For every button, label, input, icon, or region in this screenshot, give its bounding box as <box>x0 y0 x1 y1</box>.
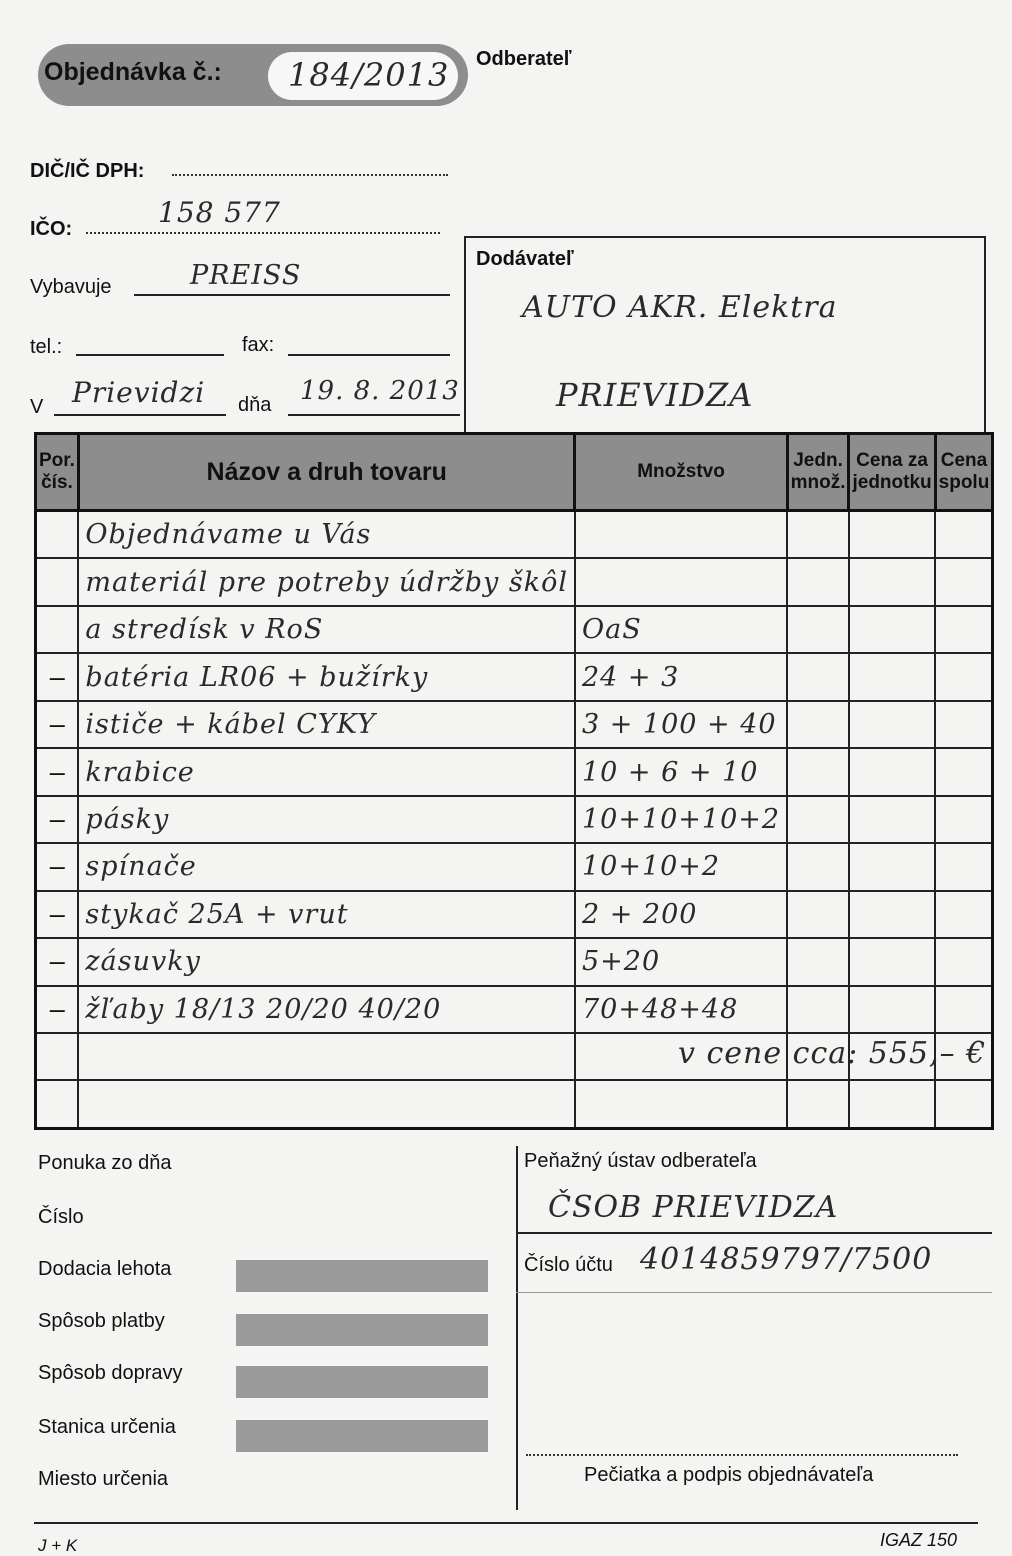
row-number: – <box>36 701 79 748</box>
row-unit <box>787 701 849 748</box>
table-row <box>36 1080 993 1128</box>
delivery-time-field[interactable] <box>236 1260 488 1292</box>
col-name-header: Názov a druh tovaru <box>78 434 575 511</box>
form-code: IGAZ 150 <box>880 1530 958 1550</box>
vybavuje-value: PREISS <box>190 260 302 291</box>
table-row <box>36 986 993 1033</box>
row-total <box>935 653 993 700</box>
bank-underline <box>516 1232 992 1234</box>
row-item-name: zásuvky <box>78 938 575 985</box>
row-unit <box>787 1080 849 1128</box>
transport-method-field[interactable] <box>236 1366 488 1398</box>
row-unit-price <box>849 891 935 938</box>
row-unit <box>787 796 849 843</box>
table-row <box>36 511 993 559</box>
price-note: v cene cca: 555,– € <box>678 1036 987 1071</box>
account-underline <box>516 1292 992 1293</box>
footer-divider <box>516 1146 518 1510</box>
row-unit-price <box>849 606 935 653</box>
date-label: dňa <box>238 394 272 416</box>
table-row <box>36 558 993 605</box>
row-unit <box>787 843 849 890</box>
row-unit <box>787 511 849 559</box>
row-unit-price <box>849 938 935 985</box>
ico-field[interactable] <box>86 232 440 234</box>
row-number <box>36 1080 79 1128</box>
supplier-name: AUTO AKR. Elektra <box>522 290 838 325</box>
row-item-name: batéria LR06 + bužírky <box>78 653 575 700</box>
row-number: – <box>36 796 79 843</box>
col-unit-header: Jedn. množ. <box>787 434 849 511</box>
row-total <box>935 986 993 1033</box>
row-unit-price <box>849 796 935 843</box>
row-unit-price <box>849 843 935 890</box>
col-unit-price-header: Cena za jednotku <box>849 434 935 511</box>
fax-field[interactable] <box>288 354 450 356</box>
transport-method-label: Spôsob dopravy <box>38 1362 183 1384</box>
date-value: 19. 8. 2013 <box>300 376 460 406</box>
row-quantity: 10 + 6 + 10 <box>575 748 787 795</box>
row-number <box>36 606 79 653</box>
left-code: J + K <box>38 1536 78 1555</box>
row-unit <box>787 653 849 700</box>
row-number: – <box>36 938 79 985</box>
row-unit <box>787 606 849 653</box>
bank-label: Peňažný ústav odberateľa <box>524 1150 757 1172</box>
tel-field[interactable] <box>76 354 224 356</box>
table-row <box>36 938 993 985</box>
row-item-name: ističe + kábel CYKY <box>78 701 575 748</box>
col-por-header: Por. čís. <box>36 434 79 511</box>
place-label: V <box>30 396 44 418</box>
delivery-time-label: Dodacia lehota <box>38 1258 172 1280</box>
row-total <box>935 843 993 890</box>
account-value: 4014859797/7500 <box>640 1242 933 1277</box>
row-item-name <box>78 1033 575 1080</box>
table-row <box>36 891 993 938</box>
table-row <box>36 796 993 843</box>
row-quantity: 70+48+48 <box>575 986 787 1033</box>
row-item-name <box>78 1080 575 1128</box>
row-quantity: 5+20 <box>575 938 787 985</box>
row-item-name: krabice <box>78 748 575 795</box>
row-quantity: 24 + 3 <box>575 653 787 700</box>
vybavuje-label: Vybavuje <box>30 276 112 298</box>
row-unit-price <box>849 558 935 605</box>
row-total <box>935 938 993 985</box>
row-quantity: 10+10+2 <box>575 843 787 890</box>
table-row <box>36 701 993 748</box>
tel-label: tel.: <box>30 336 63 358</box>
row-total <box>935 796 993 843</box>
bottom-rule <box>34 1522 978 1524</box>
row-quantity <box>575 1080 787 1128</box>
row-total <box>935 606 993 653</box>
row-number <box>36 511 79 559</box>
row-item-name: spínače <box>78 843 575 890</box>
table-row <box>36 606 993 653</box>
number-label: Číslo <box>38 1206 84 1228</box>
supplier-heading: Dodávateľ <box>476 248 574 270</box>
row-item-name: stykač 25A + vrut <box>78 891 575 938</box>
row-unit-price <box>849 1080 935 1128</box>
table-row <box>36 843 993 890</box>
row-unit-price <box>849 653 935 700</box>
row-number: – <box>36 843 79 890</box>
row-unit <box>787 891 849 938</box>
row-total <box>935 701 993 748</box>
row-unit <box>787 938 849 985</box>
col-qty-header: Množstvo <box>575 434 787 511</box>
row-unit <box>787 558 849 605</box>
date-field[interactable] <box>288 414 460 416</box>
payment-method-label: Spôsob platby <box>38 1310 165 1332</box>
destination-place-label: Miesto určenia <box>38 1468 169 1490</box>
row-number <box>36 1033 79 1080</box>
offer-date-label: Ponuka zo dňa <box>38 1152 172 1174</box>
row-total <box>935 511 993 559</box>
row-unit-price <box>849 986 935 1033</box>
row-unit-price <box>849 701 935 748</box>
place-field[interactable] <box>54 414 226 416</box>
row-number: – <box>36 986 79 1033</box>
account-label: Číslo účtu <box>524 1254 613 1276</box>
row-item-name: Objednávame u Vás <box>78 511 575 559</box>
row-unit-price <box>849 748 935 795</box>
order-number-value: 184/2013 <box>288 56 450 94</box>
table-row <box>36 748 993 795</box>
dic-label: DIČ/IČ DPH: <box>30 160 145 182</box>
vybavuje-field[interactable] <box>134 294 450 296</box>
row-unit <box>787 748 849 795</box>
ico-value: 158 577 <box>158 196 281 229</box>
items-table <box>34 432 994 1130</box>
row-number <box>36 558 79 605</box>
signature-field[interactable] <box>526 1454 958 1456</box>
supplier-city: PRIEVIDZA <box>556 376 754 414</box>
ico-label: IČO: <box>30 218 73 240</box>
bank-value: ČSOB PRIEVIDZA <box>548 1190 839 1225</box>
row-number: – <box>36 748 79 795</box>
row-total <box>935 891 993 938</box>
row-number: – <box>36 891 79 938</box>
row-quantity: OaS <box>575 606 787 653</box>
row-item-name: a stredísk v RoS <box>78 606 575 653</box>
row-total <box>935 748 993 795</box>
fax-label: fax: <box>242 334 275 356</box>
dic-field[interactable] <box>172 174 448 176</box>
row-quantity: 3 + 100 + 40 <box>575 701 787 748</box>
row-quantity: 10+10+10+2 <box>575 796 787 843</box>
row-quantity <box>575 511 787 559</box>
row-unit <box>787 986 849 1033</box>
row-total <box>935 558 993 605</box>
row-item-name: pásky <box>78 796 575 843</box>
place-value: Prievidzi <box>72 376 206 409</box>
row-total <box>935 1080 993 1128</box>
destination-station-field[interactable] <box>236 1420 488 1452</box>
row-item-name: žľaby 18/13 20/20 40/20 <box>78 986 575 1033</box>
row-quantity <box>575 558 787 605</box>
order-number-label: Objednávka č.: <box>44 58 222 86</box>
col-total-header: Cena spolu <box>935 434 993 511</box>
row-quantity: 2 + 200 <box>575 891 787 938</box>
row-number: – <box>36 653 79 700</box>
customer-heading: Odberateľ <box>476 48 572 70</box>
row-item-name: materiál pre potreby údržby škôl <box>78 558 575 605</box>
destination-station-label: Stanica určenia <box>38 1416 176 1438</box>
payment-method-field[interactable] <box>236 1314 488 1346</box>
row-unit-price <box>849 511 935 559</box>
signature-label: Pečiatka a podpis objednávateľa <box>584 1464 874 1486</box>
table-row <box>36 653 993 700</box>
